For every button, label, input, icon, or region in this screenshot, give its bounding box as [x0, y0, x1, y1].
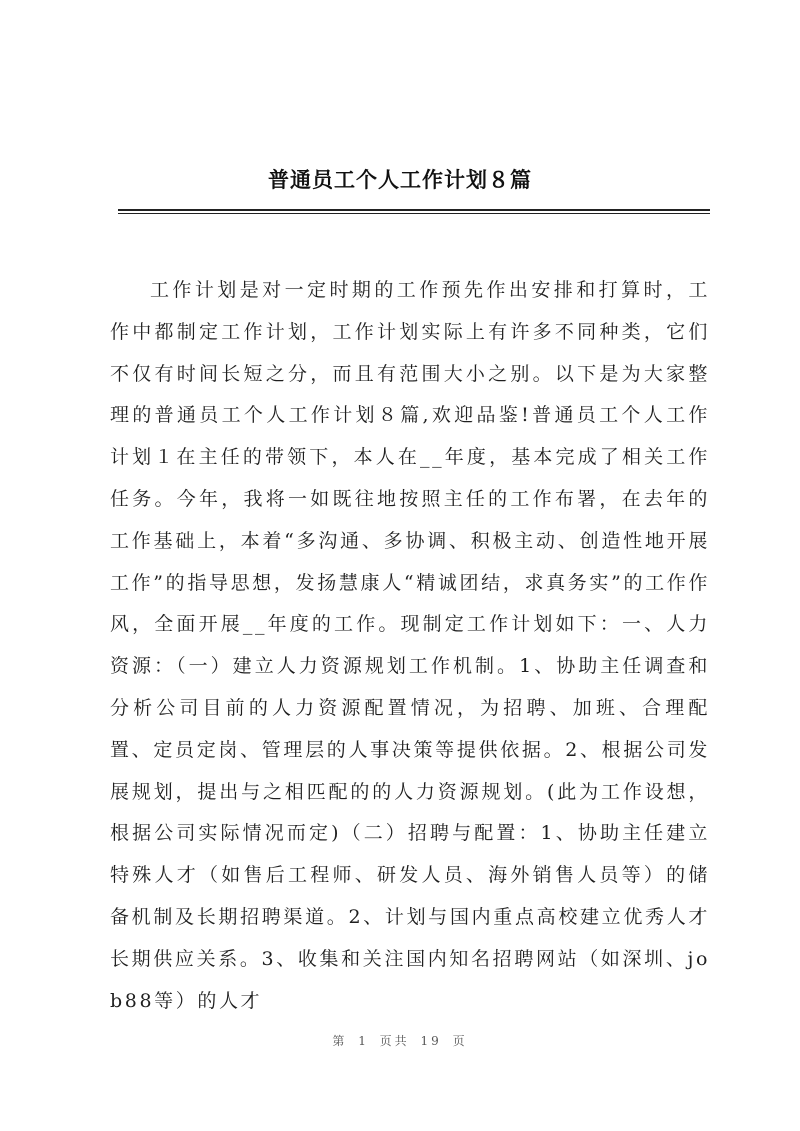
body-paragraph: 工作计划是对一定时期的工作预先作出安排和打算时，工作中都制定工作计划，工作计划实际上有许多不同种类，它们不仅有时间长短之分，而且有范围大小之别。以下是为大家整理的普通员工个人工作计划８篇,欢迎品鉴!普通员工个人工作计划１在主任的带领下，本人在__年度，基本完成了相关工作任务。今年，我将一如既往地按照主任的工作布署，在去年的工作基础上，本着“多沟通、多协调、积极主动、创造性地开展工作”的指导思想，发扬慧康人“精诚团结，求真务实”的工作作风，全面开展__年度的工作。现制定工作计划如下：一、人力资源：（一）建立人力资源规划工作机制。1、协助主任调查和分析公司目前的人力资源配置情况，为招聘、加班、合理配置、定员定岗、管理层的人事决策等提供依据。2、根据公司发展规划，提出与之相匹配的的人力资源规划。(此为工作设想，根据公司实际情况而定)（二）招聘与配置：1、协助主任建立特殊人才（如售后工程师、研发人员、海外销售人员等）的储备机制及长期招聘渠道。2、计划与国内重点高校建立优秀人才长期供应关系。3、收集和关注国内知名招聘网站（如深圳、job88等）的人才	[110, 279, 710, 1012]
page-footer	[0, 1032, 800, 1049]
title-divider	[118, 209, 710, 214]
footer-prefix: 第	[332, 1034, 348, 1048]
footer-total-pages: 19	[420, 1034, 442, 1048]
footer-suffix: 页	[452, 1034, 468, 1048]
document-title: 普通员工个人工作计划８篇	[268, 167, 532, 192]
footer-current-page: 1	[358, 1034, 369, 1048]
footer-middle: 页共	[379, 1034, 410, 1048]
